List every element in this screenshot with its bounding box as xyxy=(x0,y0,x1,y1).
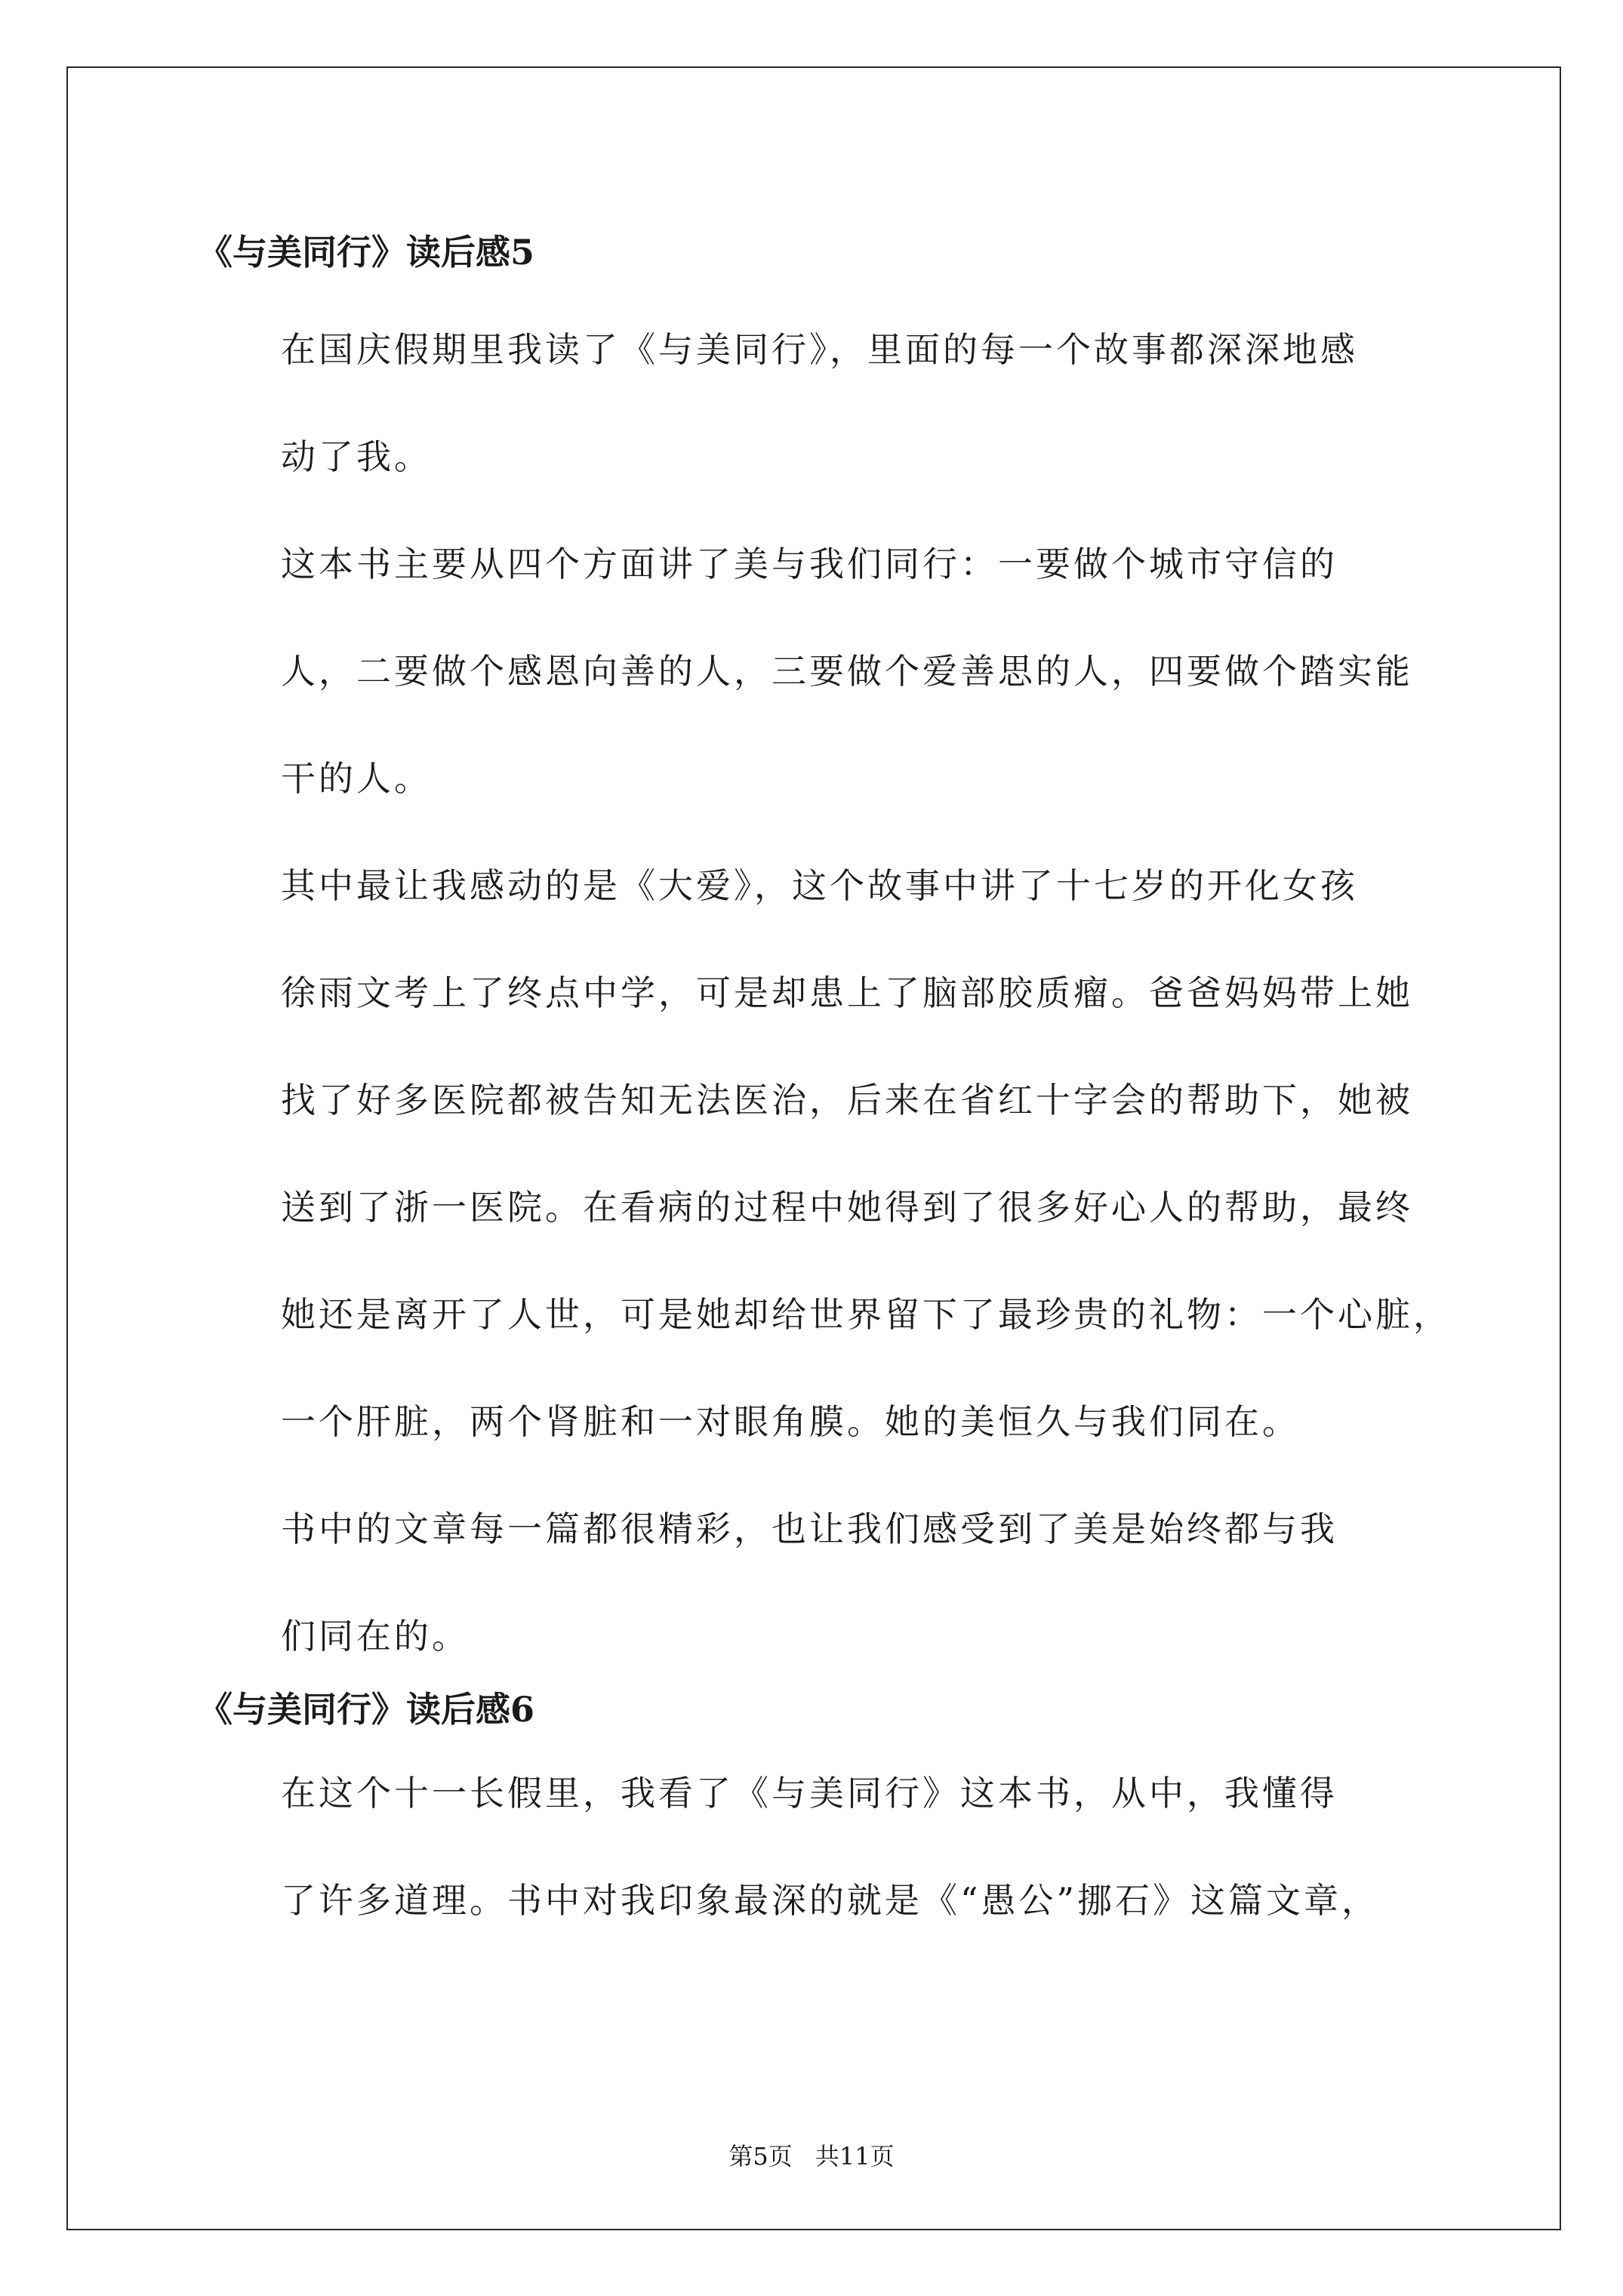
text-line: 一个肝脏，两个肾脏和一对眼角膜。她的美恒久与我们同在。 xyxy=(281,1401,1300,1442)
document-body xyxy=(198,204,1466,1954)
paragraph-book-aspects xyxy=(198,510,1466,832)
paragraph-conclusion xyxy=(198,1475,1466,1690)
paragraph-great-love xyxy=(198,832,1466,1475)
page-total: 共11页 xyxy=(815,2142,895,2171)
text-line: 这本书主要从四个方面讲了美与我们同行：一要做个城市守信的 xyxy=(281,544,1338,584)
text-line: 干的人。 xyxy=(281,758,432,799)
page-footer xyxy=(0,2141,1623,2171)
paragraph-holiday xyxy=(198,1740,1466,1954)
text-line: 其中最让我感动的是《大爱》，这个故事中讲了十七岁的开化女孩 xyxy=(281,865,1358,906)
text-line: 送到了浙一医院。在看病的过程中她得到了很多好心人的帮助，最终 xyxy=(281,1187,1413,1228)
text-line: 在这个十一长假里，我看了《与美同行》这本书，从中，我懂得 xyxy=(281,1773,1338,1814)
text-line: 人，二要做个感恩向善的人，三要做个爱善思的人，四要做个踏实能 xyxy=(281,651,1413,692)
text-line: 们同在的。 xyxy=(281,1616,470,1657)
text-line: 找了好多医院都被告知无法医治，后来在省红十字会的帮助下，她被 xyxy=(281,1080,1413,1120)
text-line: 在国庆假期里我读了《与美同行》，里面的每一个故事都深深地感 xyxy=(281,329,1358,370)
text-line: 书中的文章每一篇都很精彩，也让我们感受到了美是始终都与我 xyxy=(281,1509,1338,1549)
paragraph-intro xyxy=(198,296,1466,510)
text-line: 了许多道理。书中对我印象最深的就是《“愚公”挪石》这篇文章， xyxy=(281,1880,1380,1921)
section-heading-5: 《与美同行》读后感5 xyxy=(198,232,535,273)
text-line: 她还是离开了人世，可是她却给世界留下了最珍贵的礼物：一个心脏， xyxy=(281,1294,1451,1335)
text-line: 动了我。 xyxy=(281,436,432,477)
text-line: 徐雨文考上了终点中学，可是却患上了脑部胶质瘤。爸爸妈妈带上她 xyxy=(281,972,1413,1013)
page-number: 第5页 xyxy=(728,2142,793,2171)
section-heading-6: 《与美同行》读后感6 xyxy=(198,1689,535,1730)
